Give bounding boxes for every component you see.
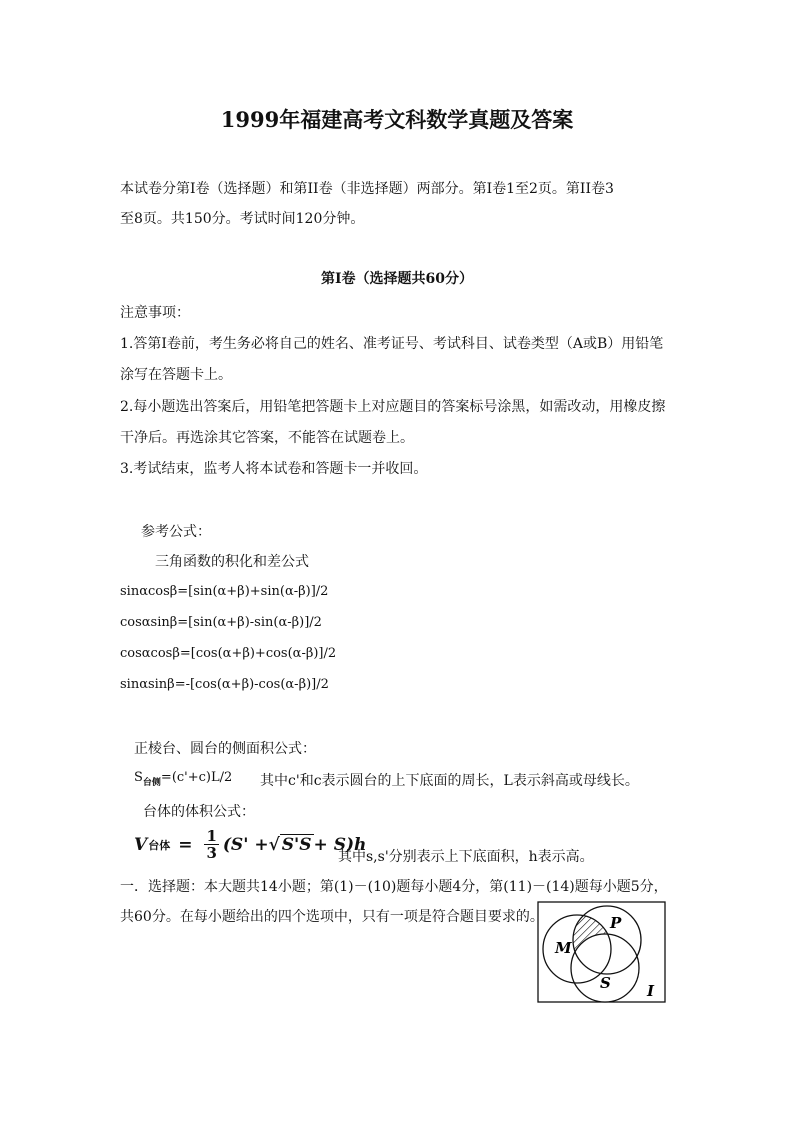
volume-formula	[134, 828, 366, 861]
note-line: 3.考试结束，监考人将本试卷和答题卡一并收回。	[120, 461, 428, 477]
volume-rest: + S)h	[313, 834, 367, 855]
fraction-numerator: 1	[206, 827, 217, 845]
section-title: 第Ⅰ卷（选择题共60分）	[320, 271, 474, 287]
trig-formula: cosαcosβ=[cos(α+β)+cos(α-β)]/2	[120, 646, 337, 661]
note-line: 1.答第Ⅰ卷前，考生务必将自己的姓名、准考证号、考试科目、试卷类型（A或B）用铅笔	[120, 336, 664, 352]
lateral-formula	[134, 770, 233, 788]
note-line: 干净后。再选涂其它答案，不能答在试题卷上。	[120, 430, 414, 446]
intro-line-2: 至8页。共150分。考试时间120分钟。	[120, 211, 365, 227]
lateral-expr: =(c'+c)L/2	[160, 770, 233, 785]
note-line: 2.每小题选出答案后，用铅笔把答题卡上对应题目的答案标号涂黑，如需改动，用橡皮擦	[120, 399, 666, 415]
one-third-fraction	[204, 828, 218, 861]
document-title: 1999年福建高考文科数学真题及答案	[220, 107, 574, 132]
question-line-1: 一．选择题：本大题共14小题；第(1)－(10)题每小题4分，第(11)－(14)题每小题5分，	[120, 879, 668, 895]
lateral-s: S	[134, 770, 143, 785]
trig-formula: sinαsinβ=-[cos(α+β)-cos(α-β)]/2	[120, 677, 329, 692]
lateral-sub: 台侧	[142, 778, 161, 788]
reference-heading: 参考公式：	[141, 524, 211, 540]
lateral-note: 其中c'和c表示圆台的上下底面的周长，L表示斜高或母线长。	[260, 773, 639, 789]
volume-v: V	[134, 834, 148, 855]
question-line-2: 共60分。在每小题给出的四个选项中，只有一项是符合题目要求的。	[120, 909, 544, 925]
venn-label-i: I	[647, 982, 655, 1000]
sqrt-sign-icon: √	[268, 834, 280, 855]
venn-diagram	[537, 901, 667, 1003]
volume-note: 其中s,s'分别表示上下底面积，h表示高。	[338, 849, 594, 865]
venn-label-p: P	[610, 914, 622, 932]
venn-label-m: M	[555, 939, 572, 957]
volume-heading: 台体的体积公式：	[143, 804, 255, 820]
venn-label-s: S	[600, 974, 611, 992]
intro-line-1: 本试卷分第Ⅰ卷（选择题）和第II卷（非选择题）两部分。第Ⅰ卷1至2页。第II卷3	[120, 181, 614, 197]
volume-sub: 台体	[148, 838, 171, 852]
fraction-denominator: 3	[206, 844, 217, 862]
volume-equals: =	[178, 834, 193, 855]
volume-paren-open: (S' +	[222, 834, 269, 855]
trig-heading: 三角函数的积化和差公式	[155, 554, 309, 570]
trig-formula: cosαsinβ=[sin(α+β)-sin(α-β)]/2	[120, 615, 322, 630]
lateral-heading: 正棱台、圆台的侧面积公式：	[134, 741, 316, 757]
trig-formula: sinαcosβ=[sin(α+β)+sin(α-β)]/2	[120, 584, 329, 599]
note-line: 涂写在答题卡上。	[120, 367, 232, 383]
sqrt-radicand: S'S	[281, 835, 312, 855]
notes-heading: 注意事项：	[120, 305, 190, 321]
